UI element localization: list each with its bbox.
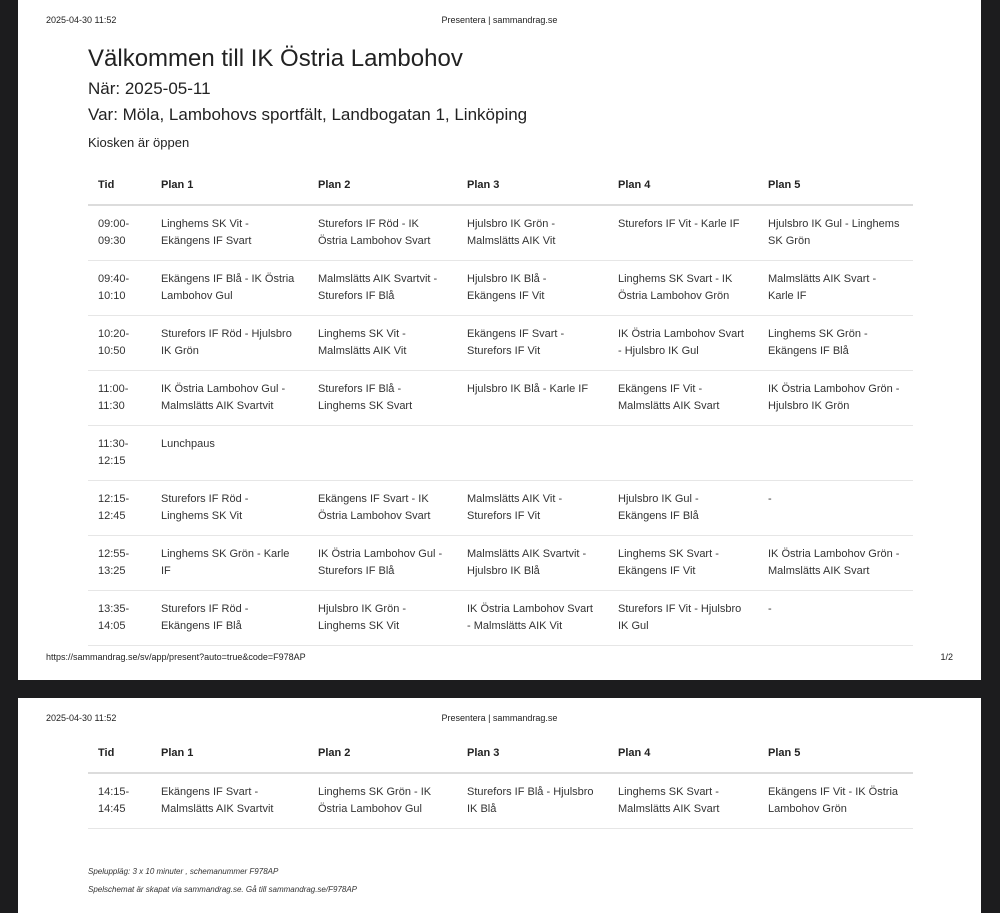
table-row: [88, 316, 913, 371]
column-header: Plan 3: [457, 166, 608, 205]
match-cell: IK Östria Lambohov Gul - Sturefors IF Blå: [308, 536, 457, 591]
time-cell: 11:30-12:15: [88, 426, 151, 481]
match-cell: Malmslätts AIK Svartvit - Sturefors IF Blå: [308, 261, 457, 316]
column-header: Plan 1: [151, 734, 308, 773]
match-cell: [608, 426, 758, 481]
column-header: Plan 3: [457, 734, 608, 773]
match-cell: Malmslätts AIK Vit - Sturefors IF Vit: [457, 481, 608, 536]
match-cell: Sturefors IF Blå - Linghems SK Svart: [308, 371, 457, 426]
match-cell: Linghems SK Grön - IK Östria Lambohov Gul: [308, 773, 457, 829]
page-content: [88, 42, 913, 646]
match-cell: Sturefors IF Blå - Hjulsbro IK Blå: [457, 773, 608, 829]
column-header: Plan 1: [151, 166, 308, 205]
table-row: [88, 536, 913, 591]
match-cell: Ekängens IF Svart - IK Östria Lambohov Svart: [308, 481, 457, 536]
schedule-table-continued: [88, 734, 913, 829]
event-location: Var: Möla, Lambohovs sportfält, Landbogatan 1, Linköping: [88, 105, 528, 124]
match-cell: Ekängens IF Svart - Sturefors IF Vit: [457, 316, 608, 371]
match-cell: Hjulsbro IK Gul - Linghems SK Grön: [758, 205, 913, 261]
match-cell: Hjulsbro IK Grön - Malmslätts AIK Vit: [457, 205, 608, 261]
column-header: Plan 4: [608, 166, 758, 205]
schedule-notes: [88, 863, 913, 899]
time-cell: 10:20-10:50: [88, 316, 151, 371]
match-cell: Sturefors IF Röd - Ekängens IF Blå: [151, 591, 308, 646]
column-header: Plan 4: [608, 734, 758, 773]
match-cell: Ekängens IF Vit - IK Östria Lambohov Grön: [758, 773, 913, 829]
time-cell: 14:15-14:45: [88, 773, 151, 829]
match-cell: Sturefors IF Vit - Karle IF: [608, 205, 758, 261]
match-cell: Linghems SK Svart - IK Östria Lambohov Grön: [608, 261, 758, 316]
match-cell: Linghems SK Vit - Ekängens IF Svart: [151, 205, 308, 261]
column-header: Tid: [88, 734, 151, 773]
page-content: [88, 734, 913, 899]
match-cell: Ekängens IF Svart - Malmslätts AIK Svartvit: [151, 773, 308, 829]
print-site-title: Presentera | sammandrag.se: [441, 15, 558, 25]
column-header: Plan 2: [308, 734, 457, 773]
match-cell: Ekängens IF Vit - Malmslätts AIK Svart: [608, 371, 758, 426]
table-row: [88, 773, 913, 829]
schedule-body: [88, 773, 913, 829]
match-cell: Hjulsbro IK Blå - Ekängens IF Vit: [457, 261, 608, 316]
page-title: Välkommen till IK Östria Lambohov: [88, 45, 463, 72]
schedule-body: [88, 205, 913, 646]
print-date: 2025-04-30 11:52: [46, 713, 117, 723]
column-header: Plan 5: [758, 166, 913, 205]
page-header: [46, 713, 953, 725]
match-cell: IK Östria Lambohov Grön - Malmslätts AIK Svart: [758, 536, 913, 591]
match-cell: Sturefors IF Röd - IK Östria Lambohov Svart: [308, 205, 457, 261]
page-header: [46, 15, 953, 27]
time-cell: 12:55-13:25: [88, 536, 151, 591]
column-header: Tid: [88, 166, 151, 205]
table-row: [88, 481, 913, 536]
match-cell: Sturefors IF Röd - Hjulsbro IK Grön: [151, 316, 308, 371]
match-cell: Sturefors IF Vit - Hjulsbro IK Gul: [608, 591, 758, 646]
table-header-row: [88, 166, 913, 205]
print-date: 2025-04-30 11:52: [46, 15, 117, 25]
page-number: 1/2: [940, 652, 953, 662]
time-cell: 09:40-10:10: [88, 261, 151, 316]
column-header: Plan 5: [758, 734, 913, 773]
print-page-1: [18, 0, 981, 680]
format-note: Speluppläg: 3 x 10 minuter , schemanummer F978AP: [88, 867, 279, 876]
print-page-2: [18, 698, 981, 913]
match-cell: Malmslätts AIK Svart - Karle IF: [758, 261, 913, 316]
match-cell: -: [758, 591, 913, 646]
match-cell: IK Östria Lambohov Grön - Hjulsbro IK Grön: [758, 371, 913, 426]
time-cell: 11:00-11:30: [88, 371, 151, 426]
time-cell: 13:35-14:05: [88, 591, 151, 646]
match-cell: Linghems SK Grön - Karle IF: [151, 536, 308, 591]
kiosk-status: Kiosken är öppen: [88, 135, 190, 150]
match-cell: Hjulsbro IK Gul - Ekängens IF Blå: [608, 481, 758, 536]
schedule-table: [88, 166, 913, 646]
match-cell: IK Östria Lambohov Svart - Hjulsbro IK Gul: [608, 316, 758, 371]
table-row: [88, 591, 913, 646]
match-cell: Linghems SK Svart - Malmslätts AIK Svart: [608, 773, 758, 829]
table-row: [88, 426, 913, 481]
footer-url: https://sammandrag.se/sv/app/present?auto=true&code=F978AP: [46, 652, 306, 662]
match-cell: Hjulsbro IK Blå - Karle IF: [457, 371, 608, 426]
match-cell: -: [758, 481, 913, 536]
time-cell: 12:15-12:45: [88, 481, 151, 536]
match-cell: IK Östria Lambohov Gul - Malmslätts AIK Svartvit: [151, 371, 308, 426]
time-cell: 09:00-09:30: [88, 205, 151, 261]
match-cell: [308, 426, 457, 481]
column-header: Plan 2: [308, 166, 457, 205]
table-header-row: [88, 734, 913, 773]
table-row: [88, 205, 913, 261]
match-cell: Linghems SK Svart - Ekängens IF Vit: [608, 536, 758, 591]
match-cell: Linghems SK Grön - Ekängens IF Blå: [758, 316, 913, 371]
match-cell: Sturefors IF Röd - Linghems SK Vit: [151, 481, 308, 536]
match-cell: [457, 426, 608, 481]
match-cell: Hjulsbro IK Grön - Linghems SK Vit: [308, 591, 457, 646]
created-note: Spelschemat är skapat via sammandrag.se. Gå till sammandrag.se/F978AP: [88, 885, 358, 894]
print-site-title: Presentera | sammandrag.se: [441, 713, 558, 723]
table-row: [88, 261, 913, 316]
table-row: [88, 371, 913, 426]
match-cell: IK Östria Lambohov Svart - Malmslätts AIK Vit: [457, 591, 608, 646]
match-cell: [758, 426, 913, 481]
match-cell: Malmslätts AIK Svartvit - Hjulsbro IK Blå: [457, 536, 608, 591]
match-cell: Lunchpaus: [151, 426, 308, 481]
match-cell: Linghems SK Vit - Malmslätts AIK Vit: [308, 316, 457, 371]
match-cell: Ekängens IF Blå - IK Östria Lambohov Gul: [151, 261, 308, 316]
event-date: När: 2025-05-11: [88, 79, 211, 98]
